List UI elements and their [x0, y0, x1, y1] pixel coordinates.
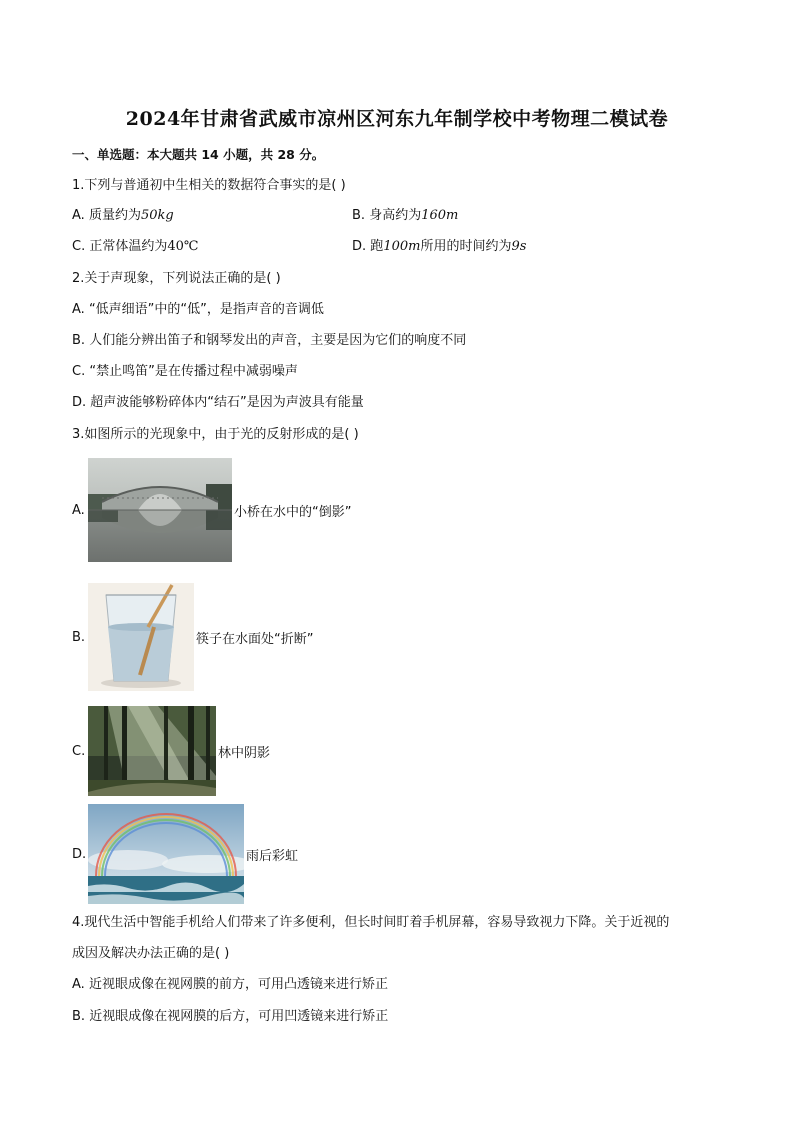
q4-option-b[interactable] — [72, 1008, 388, 1026]
option-text: 人们能分辨出笛子和钢琴发出的声音，主要是因为它们的响度不同 — [89, 333, 467, 348]
bridge-reflection-image — [88, 458, 232, 562]
option-math: 50kg — [140, 208, 174, 223]
option-letter: C. — [72, 239, 86, 254]
option-letter: A. — [72, 302, 85, 317]
q3-option-b[interactable] — [72, 583, 313, 691]
option-caption: 筷子在水面处“折断” — [196, 631, 314, 647]
option-text: “禁止鸣笛”是在传播过程中减弱噪声 — [89, 364, 298, 379]
question-4-stem-line-2: 成因及解决办法正确的是( ) — [72, 946, 230, 961]
option-letter: C. — [72, 743, 86, 759]
question-3-stem: 3.如图所示的光现象中，由于光的反射形成的是( ) — [72, 427, 359, 442]
option-letter: D. — [72, 846, 87, 862]
option-letter: A. — [72, 977, 85, 992]
option-letter: D. — [352, 239, 367, 254]
option-letter: B. — [72, 629, 86, 645]
option-letter: C. — [72, 364, 86, 379]
option-math: 100m — [383, 239, 421, 254]
exam-title: 2024年甘肃省武威市凉州区河东九年制学校中考物理二模试卷 — [125, 108, 669, 130]
q2-option-c[interactable] — [72, 363, 298, 381]
option-text-2: 所用的时间约为 — [420, 239, 512, 254]
q1-option-b[interactable] — [352, 207, 458, 225]
option-caption: 小桥在水中的“倒影” — [234, 504, 352, 520]
option-letter: B. — [352, 208, 366, 223]
option-text: 近视眼成像在视网膜的后方，可用凹透镜来进行矫正 — [89, 1009, 389, 1024]
option-text: 超声波能够粉碎体内“结石”是因为声波具有能量 — [90, 395, 364, 410]
option-letter: D. — [72, 395, 87, 410]
question-4-stem-line-1: 4.现代生活中智能手机给人们带来了许多便利，但长时间盯着手机屏幕，容易导致视力下降。关于近视的 — [72, 915, 670, 930]
q2-option-d[interactable] — [72, 394, 364, 412]
option-text: 正常体温约为 — [89, 239, 168, 254]
option-math: 160m — [421, 208, 459, 223]
option-letter: B. — [72, 333, 86, 348]
q2-option-a[interactable] — [72, 301, 324, 319]
q1-option-a[interactable] — [72, 207, 174, 225]
option-text: 质量约为 — [88, 208, 141, 223]
option-math-2: 9s — [511, 239, 527, 254]
option-letter: B. — [72, 1009, 86, 1024]
option-caption: 雨后彩虹 — [246, 848, 299, 864]
q3-option-d[interactable] — [72, 804, 298, 904]
rainbow-image — [88, 804, 244, 904]
option-letter: A. — [72, 502, 85, 518]
q3-option-c[interactable] — [72, 706, 270, 796]
question-2-stem: 2.关于声现象，下列说法正确的是( ) — [72, 271, 281, 286]
section-heading: 一、单选题：本大题共 14 小题，共 28 分。 — [72, 147, 325, 162]
option-letter: A. — [72, 208, 85, 223]
option-text: 跑 — [370, 239, 384, 254]
q4-option-a[interactable] — [72, 976, 388, 994]
forest-shadow-image — [88, 706, 216, 796]
option-caption: 林中阴影 — [218, 745, 271, 761]
option-text: 身高约为 — [369, 208, 422, 223]
option-text: 近视眼成像在视网膜的前方，可用凸透镜来进行矫正 — [88, 977, 388, 992]
option-math: 40℃ — [167, 239, 199, 254]
q2-option-b[interactable] — [72, 332, 466, 350]
q1-option-d[interactable] — [352, 238, 526, 256]
chopstick-in-water-image — [88, 583, 194, 691]
option-text: “低声细语”中的“低”，是指声音的音调低 — [88, 302, 324, 317]
q1-option-c[interactable] — [72, 238, 198, 256]
q3-option-a[interactable] — [72, 458, 351, 562]
question-1-stem: 1.下列与普通初中生相关的数据符合事实的是( ) — [72, 178, 346, 193]
